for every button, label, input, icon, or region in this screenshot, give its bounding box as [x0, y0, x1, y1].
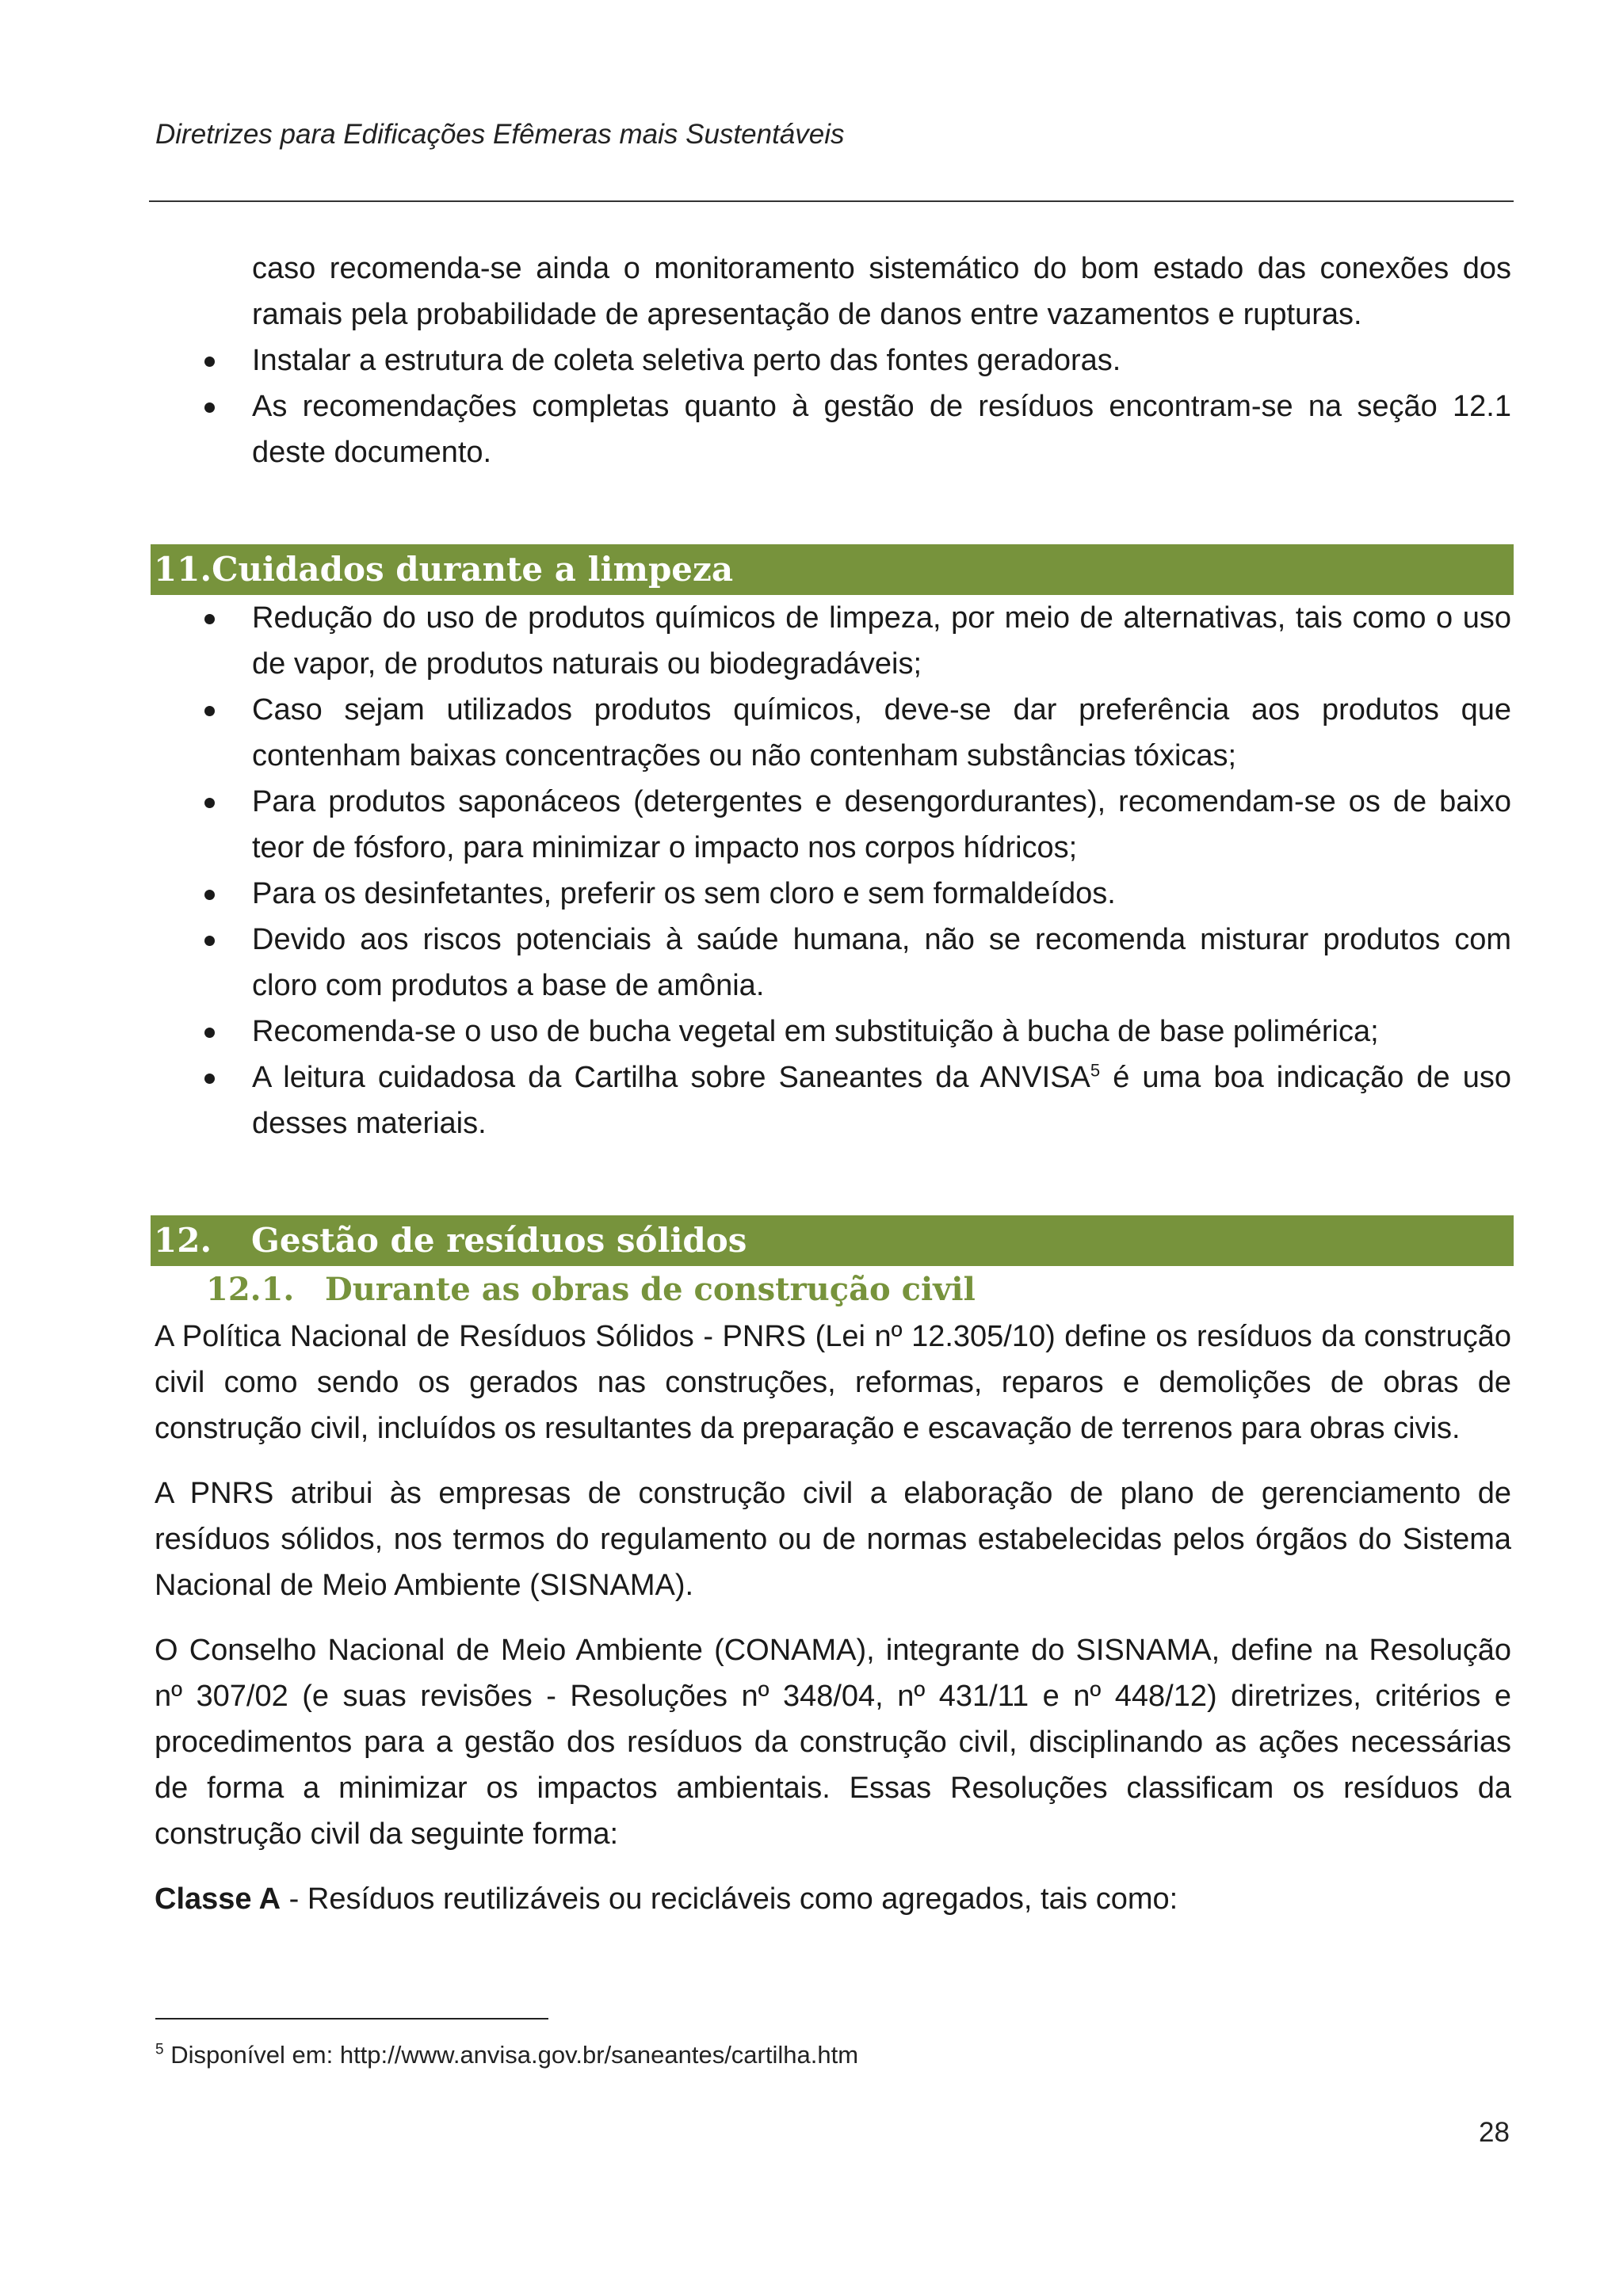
- classe-a-paragraph: Classe A - Resíduos reutilizáveis ou recicláveis como agregados, tais como:: [155, 1882, 1178, 1916]
- subsection-title: Durante as obras de construção civil: [325, 1271, 976, 1308]
- bullet-icon: [204, 1028, 215, 1038]
- bullet-icon: [204, 890, 215, 900]
- classe-a-label: Classe A: [155, 1882, 281, 1916]
- footnote-text: Disponível em: http://www.anvisa.gov.br/saneantes/cartilha.htm: [163, 2041, 859, 2069]
- paragraph: O Conselho Nacional de Meio Ambiente (CONAMA), integrante do SISNAMA, define na Resolução nº 307/02 (e suas revisões - Resoluções nº 348/04, nº 431/11 e nº 448/12) diretrizes, critérios e procedimentos para a gestão dos resíduos da construção civil, disciplinando as ações necessárias de forma a minimizar os impactos ambientais. Essas Resoluções classificam os resíduos da construção civil da seguinte forma:: [155, 1634, 1511, 1851]
- footnote-rule: [155, 2018, 548, 2019]
- list-item: As recomendações completas quanto à gestão de resíduos encontram-se na seção 12.1 deste documento.: [155, 383, 1511, 475]
- header-rule: [149, 200, 1514, 202]
- continuation-paragraph: caso recomenda-se ainda o monitoramento sistemático do bom estado das conexões dos ramais pela probabilidade de apresentação de danos entre vazamentos e rupturas.: [252, 252, 1511, 331]
- paragraph: A Política Nacional de Resíduos Sólidos - PNRS (Lei nº 12.305/10) define os resíduos da construção civil como sendo os gerados nas construções, reformas, reparos e demolições de obras de construção civil, incluídos os resultantes da preparação e escavação de terrenos para obras civis.: [155, 1320, 1511, 1445]
- bullet-icon: [204, 1074, 215, 1084]
- list-item: Instalar a estrutura de coleta seletiva perto das fontes geradoras.: [155, 338, 1511, 383]
- section-11-heading: [151, 544, 1514, 595]
- list-item: Para os desinfetantes, preferir os sem cloro e sem formaldeídos.: [155, 871, 1511, 917]
- section-number: 11.: [154, 550, 212, 589]
- section-12-heading: [151, 1215, 1514, 1266]
- section-number: 12.: [154, 1221, 212, 1260]
- continuation-bullet-list: [155, 338, 1511, 475]
- bullet-icon: [204, 936, 215, 946]
- list-item: Para produtos saponáceos (detergentes e desengordurantes), recomendam-se os de baixo teor de fósforo, para minimizar o impacto nos corpos hídricos;: [155, 779, 1511, 871]
- bullet-icon: [204, 357, 215, 367]
- footnote-ref[interactable]: 5: [1090, 1060, 1101, 1081]
- footnote-marker: 5: [155, 2041, 164, 2058]
- paragraph: A PNRS atribui às empresas de construção civil a elaboração de plano de gerenciamento de resíduos sólidos, nos termos do regulamento ou de normas estabelecidas pelos órgãos do Sistema Nacional de Meio Ambiente (SISNAMA).: [155, 1477, 1511, 1602]
- page-number: 28: [1479, 2117, 1510, 2148]
- page-content: [155, 246, 1511, 1922]
- bullet-icon: [204, 614, 215, 624]
- subsection-number: 12.1.: [206, 1271, 295, 1308]
- list-item: Devido aos riscos potenciais à saúde humana, não se recomenda misturar produtos com cloro com produtos a base de amônia.: [155, 917, 1511, 1009]
- list-item: Recomenda-se o uso de bucha vegetal em substituição à bucha de base polimérica;: [155, 1009, 1511, 1055]
- running-header: Diretrizes para Edificações Efêmeras mais Sustentáveis: [155, 119, 845, 150]
- section-title: Gestão de resíduos sólidos: [251, 1221, 747, 1260]
- footnote: [155, 2041, 858, 2069]
- list-item: Caso sejam utilizados produtos químicos, deve-se dar preferência aos produtos que contenham baixas concentrações ou não contenham substâncias tóxicas;: [155, 687, 1511, 779]
- list-item: Redução do uso de produtos químicos de limpeza, por meio de alternativas, tais como o uso de vapor, de produtos naturais ou biodegradáveis;: [155, 595, 1511, 687]
- list-item: A leitura cuidadosa da Cartilha sobre Saneantes da ANVISA$^5$ é uma boa indicação de uso desses materiais.: [155, 1055, 1511, 1146]
- bullet-icon: [204, 402, 215, 413]
- section-title: Cuidados durante a limpeza: [212, 550, 734, 589]
- subsection-12-1-heading: [155, 1266, 1511, 1314]
- bullet-icon: [204, 798, 215, 808]
- bullet-icon: [204, 706, 215, 716]
- section-11-bullet-list: [155, 595, 1511, 1146]
